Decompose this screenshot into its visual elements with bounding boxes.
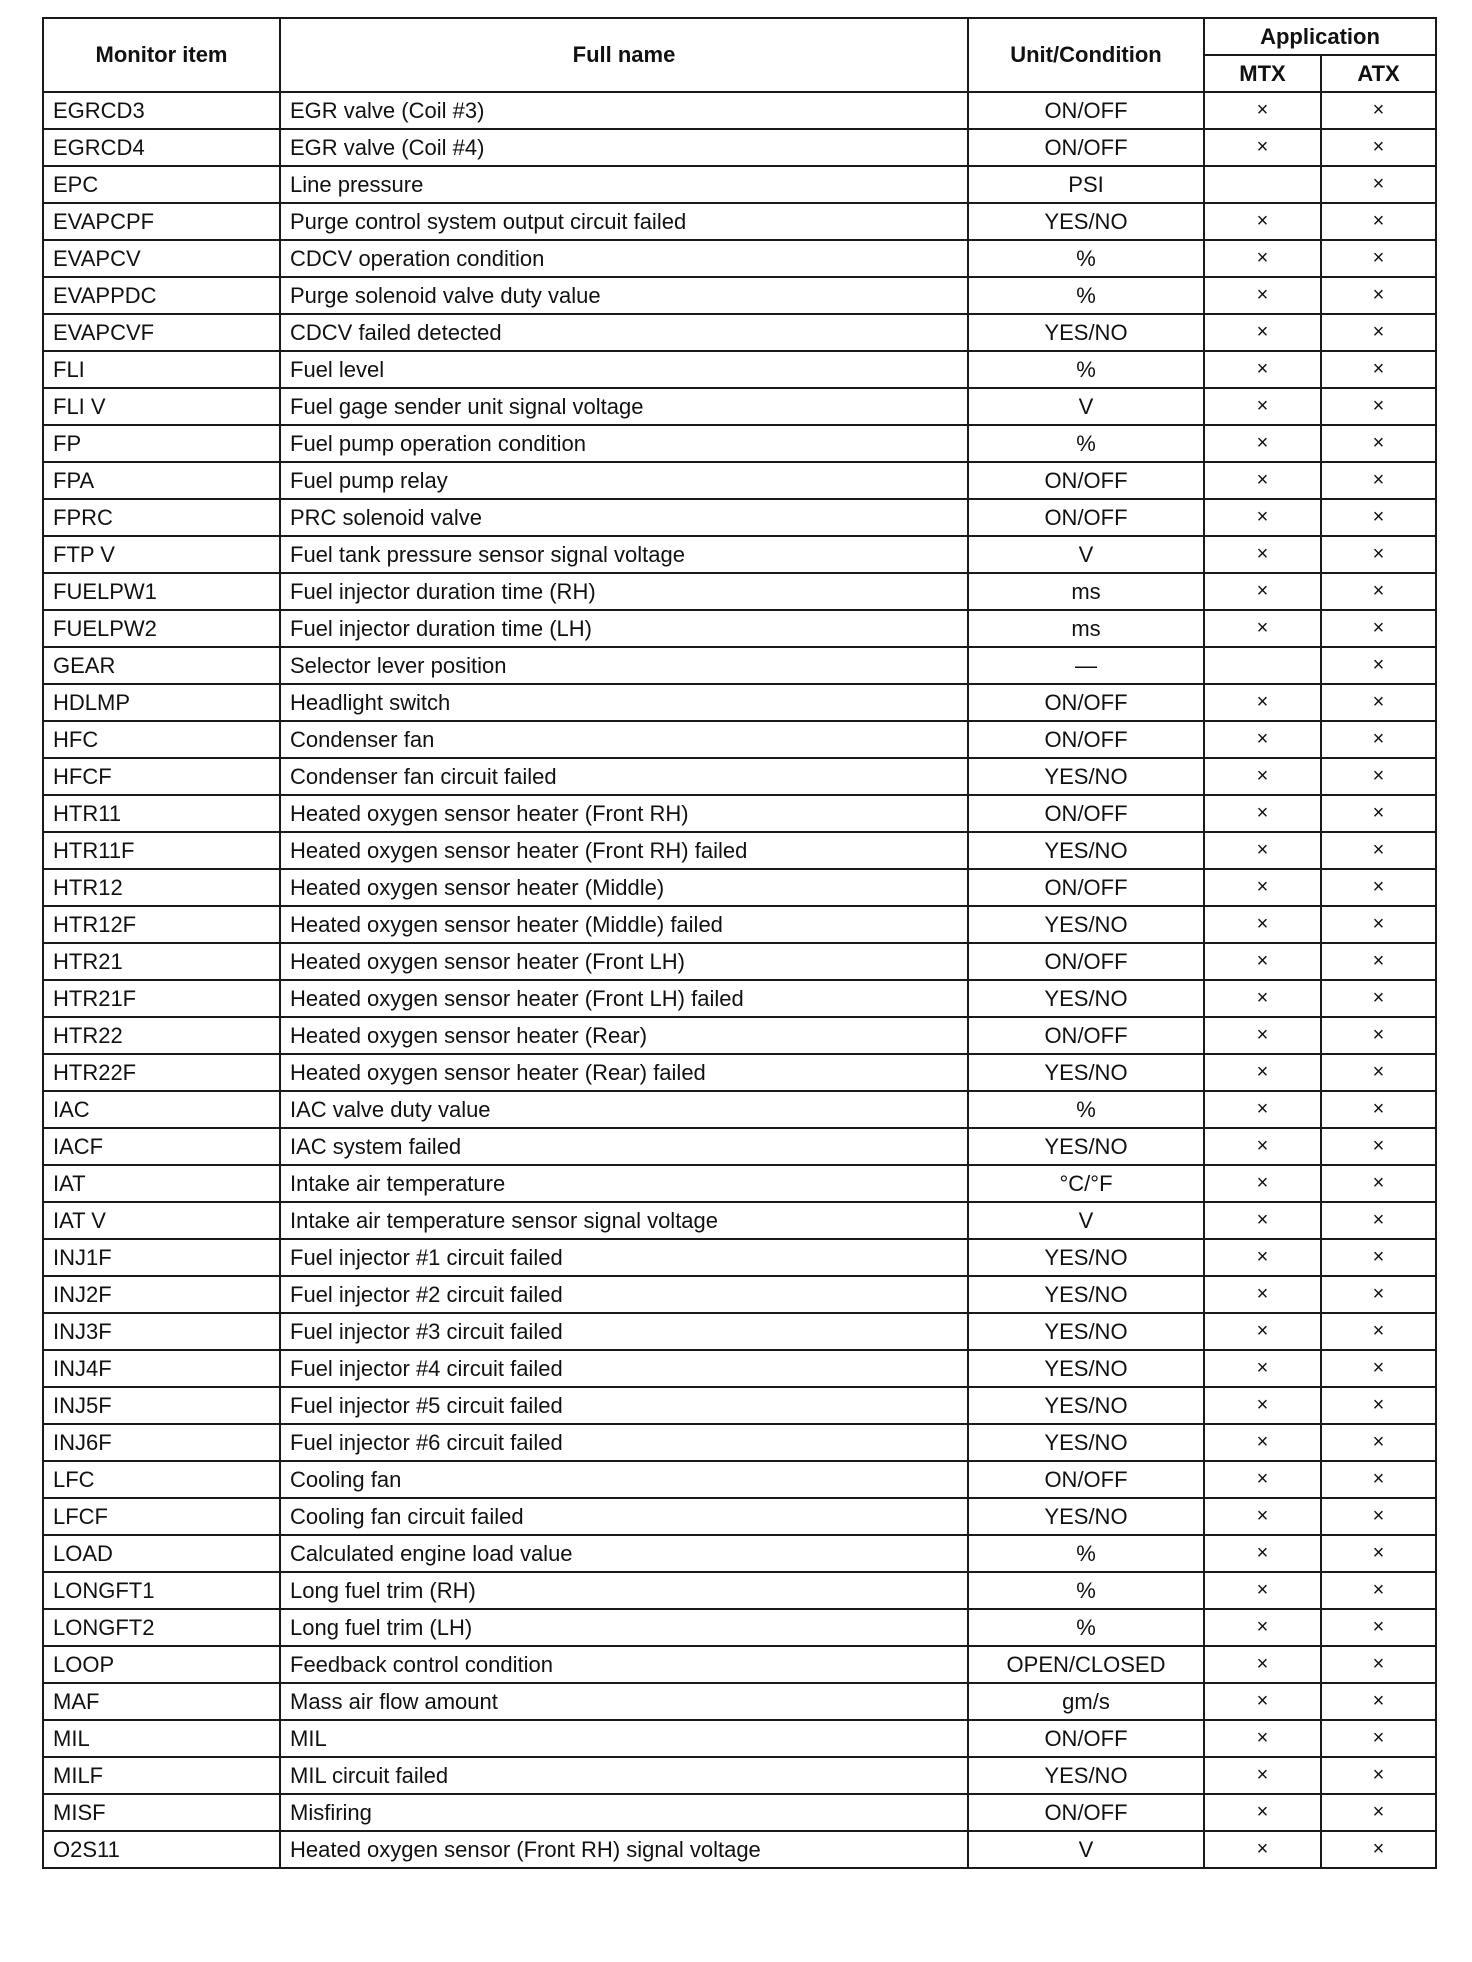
atx-application-cell: ×	[1321, 1646, 1436, 1683]
table-row	[43, 1461, 1436, 1498]
table-row	[43, 980, 1436, 1017]
table-row	[43, 1350, 1436, 1387]
monitor-item-cell: FP	[43, 425, 280, 462]
full-name-cell: Long fuel trim (LH)	[280, 1609, 968, 1646]
header-application: Application	[1204, 18, 1436, 55]
table-row	[43, 1424, 1436, 1461]
unit-condition-cell: V	[968, 1831, 1204, 1868]
table-row	[43, 92, 1436, 129]
atx-application-cell: ×	[1321, 1350, 1436, 1387]
monitor-item-cell: EGRCD4	[43, 129, 280, 166]
full-name-cell: Mass air flow amount	[280, 1683, 968, 1720]
full-name-cell: Purge solenoid valve duty value	[280, 277, 968, 314]
atx-application-cell: ×	[1321, 129, 1436, 166]
monitor-item-cell: FLI	[43, 351, 280, 388]
table-row	[43, 1757, 1436, 1794]
unit-condition-cell: ms	[968, 573, 1204, 610]
mtx-application-cell: ×	[1204, 1572, 1321, 1609]
full-name-cell: Misfiring	[280, 1794, 968, 1831]
unit-condition-cell: ON/OFF	[968, 684, 1204, 721]
unit-condition-cell: YES/NO	[968, 1757, 1204, 1794]
unit-condition-cell: °C/°F	[968, 1165, 1204, 1202]
mtx-application-cell: ×	[1204, 943, 1321, 980]
unit-condition-cell: OPEN/CLOSED	[968, 1646, 1204, 1683]
monitor-item-cell: IACF	[43, 1128, 280, 1165]
full-name-cell: Heated oxygen sensor heater (Front LH) failed	[280, 980, 968, 1017]
unit-condition-cell: ms	[968, 610, 1204, 647]
monitor-item-cell: EVAPCVF	[43, 314, 280, 351]
monitor-item-cell: O2S11	[43, 1831, 280, 1868]
monitor-item-cell: INJ3F	[43, 1313, 280, 1350]
mtx-application-cell: ×	[1204, 1683, 1321, 1720]
unit-condition-cell: gm/s	[968, 1683, 1204, 1720]
atx-application-cell: ×	[1321, 1128, 1436, 1165]
monitor-item-cell: FPRC	[43, 499, 280, 536]
monitor-item-cell: HTR12F	[43, 906, 280, 943]
atx-application-cell: ×	[1321, 425, 1436, 462]
mtx-application-cell: ×	[1204, 462, 1321, 499]
header-monitor-item: Monitor item	[43, 18, 280, 92]
header-mtx: MTX	[1204, 55, 1321, 92]
monitor-item-cell: HTR21F	[43, 980, 280, 1017]
mtx-application-cell: ×	[1204, 277, 1321, 314]
table-row	[43, 1683, 1436, 1720]
full-name-cell: Long fuel trim (RH)	[280, 1572, 968, 1609]
monitor-item-cell: GEAR	[43, 647, 280, 684]
table-row	[43, 1165, 1436, 1202]
atx-application-cell: ×	[1321, 277, 1436, 314]
table-row	[43, 795, 1436, 832]
mtx-application-cell: ×	[1204, 1424, 1321, 1461]
full-name-cell: Fuel injector #1 circuit failed	[280, 1239, 968, 1276]
atx-application-cell: ×	[1321, 1424, 1436, 1461]
atx-application-cell: ×	[1321, 1831, 1436, 1868]
monitor-item-cell: FLI V	[43, 388, 280, 425]
table-row	[43, 610, 1436, 647]
mtx-application-cell: ×	[1204, 1794, 1321, 1831]
monitor-item-cell: EPC	[43, 166, 280, 203]
unit-condition-cell: YES/NO	[968, 314, 1204, 351]
atx-application-cell: ×	[1321, 1609, 1436, 1646]
full-name-cell: Fuel pump operation condition	[280, 425, 968, 462]
table-row	[43, 388, 1436, 425]
table-row	[43, 684, 1436, 721]
table-row	[43, 1313, 1436, 1350]
monitor-item-cell: HTR22	[43, 1017, 280, 1054]
full-name-cell: Heated oxygen sensor heater (Middle) failed	[280, 906, 968, 943]
mtx-application-cell: ×	[1204, 536, 1321, 573]
table-row	[43, 906, 1436, 943]
unit-condition-cell: YES/NO	[968, 1313, 1204, 1350]
monitor-item-cell: INJ4F	[43, 1350, 280, 1387]
atx-application-cell: ×	[1321, 1498, 1436, 1535]
atx-application-cell: ×	[1321, 647, 1436, 684]
full-name-cell: Heated oxygen sensor heater (Front RH)	[280, 795, 968, 832]
table-row	[43, 647, 1436, 684]
monitor-item-cell: HTR12	[43, 869, 280, 906]
monitor-item-cell: FUELPW2	[43, 610, 280, 647]
atx-application-cell: ×	[1321, 166, 1436, 203]
monitor-item-cell: INJ6F	[43, 1424, 280, 1461]
table-row	[43, 425, 1436, 462]
table-row	[43, 314, 1436, 351]
header-unit-condition: Unit/Condition	[968, 18, 1204, 92]
monitor-item-cell: INJ2F	[43, 1276, 280, 1313]
unit-condition-cell: YES/NO	[968, 832, 1204, 869]
atx-application-cell: ×	[1321, 721, 1436, 758]
monitor-item-cell: HDLMP	[43, 684, 280, 721]
unit-condition-cell: ON/OFF	[968, 1794, 1204, 1831]
full-name-cell: IAC valve duty value	[280, 1091, 968, 1128]
unit-condition-cell: YES/NO	[968, 1276, 1204, 1313]
table-row	[43, 1535, 1436, 1572]
monitor-item-cell: LONGFT1	[43, 1572, 280, 1609]
table-row	[43, 869, 1436, 906]
table-row	[43, 1054, 1436, 1091]
table-row	[43, 499, 1436, 536]
monitor-item-cell: LFCF	[43, 1498, 280, 1535]
unit-condition-cell: ON/OFF	[968, 869, 1204, 906]
table-row	[43, 1017, 1436, 1054]
table-row	[43, 129, 1436, 166]
header-full-name: Full name	[280, 18, 968, 92]
unit-condition-cell: PSI	[968, 166, 1204, 203]
mtx-application-cell	[1204, 647, 1321, 684]
header-atx: ATX	[1321, 55, 1436, 92]
monitor-item-cell: MAF	[43, 1683, 280, 1720]
full-name-cell: Heated oxygen sensor heater (Rear)	[280, 1017, 968, 1054]
mtx-application-cell: ×	[1204, 980, 1321, 1017]
table-row	[43, 351, 1436, 388]
mtx-application-cell: ×	[1204, 1461, 1321, 1498]
monitor-item-cell: LOOP	[43, 1646, 280, 1683]
atx-application-cell: ×	[1321, 203, 1436, 240]
table-row	[43, 1794, 1436, 1831]
unit-condition-cell: %	[968, 1609, 1204, 1646]
full-name-cell: Heated oxygen sensor heater (Front LH)	[280, 943, 968, 980]
atx-application-cell: ×	[1321, 351, 1436, 388]
full-name-cell: Heated oxygen sensor heater (Middle)	[280, 869, 968, 906]
table-row	[43, 240, 1436, 277]
monitor-item-cell: EVAPCV	[43, 240, 280, 277]
table-row	[43, 203, 1436, 240]
atx-application-cell: ×	[1321, 92, 1436, 129]
mtx-application-cell: ×	[1204, 832, 1321, 869]
table-row	[43, 1276, 1436, 1313]
full-name-cell: Cooling fan circuit failed	[280, 1498, 968, 1535]
unit-condition-cell: ON/OFF	[968, 721, 1204, 758]
mtx-application-cell: ×	[1204, 684, 1321, 721]
unit-condition-cell: %	[968, 1091, 1204, 1128]
full-name-cell: Fuel injector #2 circuit failed	[280, 1276, 968, 1313]
full-name-cell: Feedback control condition	[280, 1646, 968, 1683]
table-row	[43, 1646, 1436, 1683]
full-name-cell: Fuel pump relay	[280, 462, 968, 499]
unit-condition-cell: ON/OFF	[968, 795, 1204, 832]
full-name-cell: Heated oxygen sensor heater (Rear) failed	[280, 1054, 968, 1091]
monitor-item-cell: IAT V	[43, 1202, 280, 1239]
table-row	[43, 1128, 1436, 1165]
mtx-application-cell: ×	[1204, 1646, 1321, 1683]
table-row	[43, 758, 1436, 795]
full-name-cell: Heated oxygen sensor (Front RH) signal voltage	[280, 1831, 968, 1868]
mtx-application-cell: ×	[1204, 1128, 1321, 1165]
unit-condition-cell: ON/OFF	[968, 129, 1204, 166]
atx-application-cell: ×	[1321, 1202, 1436, 1239]
atx-application-cell: ×	[1321, 1313, 1436, 1350]
atx-application-cell: ×	[1321, 240, 1436, 277]
unit-condition-cell: YES/NO	[968, 1424, 1204, 1461]
monitor-item-cell: HTR21	[43, 943, 280, 980]
table-row	[43, 166, 1436, 203]
table-row	[43, 1572, 1436, 1609]
monitor-item-cell: LONGFT2	[43, 1609, 280, 1646]
monitor-item-cell: HTR11	[43, 795, 280, 832]
atx-application-cell: ×	[1321, 1720, 1436, 1757]
table-row	[43, 1831, 1436, 1868]
full-name-cell: Fuel gage sender unit signal voltage	[280, 388, 968, 425]
mtx-application-cell: ×	[1204, 1609, 1321, 1646]
table-row	[43, 832, 1436, 869]
unit-condition-cell: YES/NO	[968, 1387, 1204, 1424]
full-name-cell: EGR valve (Coil #3)	[280, 92, 968, 129]
atx-application-cell: ×	[1321, 388, 1436, 425]
mtx-application-cell: ×	[1204, 1017, 1321, 1054]
mtx-application-cell: ×	[1204, 1387, 1321, 1424]
mtx-application-cell: ×	[1204, 92, 1321, 129]
full-name-cell: Intake air temperature sensor signal voltage	[280, 1202, 968, 1239]
table-body	[43, 92, 1436, 1868]
atx-application-cell: ×	[1321, 832, 1436, 869]
unit-condition-cell: YES/NO	[968, 1128, 1204, 1165]
mtx-application-cell: ×	[1204, 573, 1321, 610]
full-name-cell: Condenser fan circuit failed	[280, 758, 968, 795]
atx-application-cell: ×	[1321, 684, 1436, 721]
full-name-cell: CDCV operation condition	[280, 240, 968, 277]
unit-condition-cell: %	[968, 277, 1204, 314]
full-name-cell: IAC system failed	[280, 1128, 968, 1165]
unit-condition-cell: YES/NO	[968, 758, 1204, 795]
full-name-cell: PRC solenoid valve	[280, 499, 968, 536]
full-name-cell: Cooling fan	[280, 1461, 968, 1498]
full-name-cell: Fuel injector duration time (RH)	[280, 573, 968, 610]
mtx-application-cell: ×	[1204, 1276, 1321, 1313]
unit-condition-cell: %	[968, 351, 1204, 388]
table-row	[43, 462, 1436, 499]
mtx-application-cell: ×	[1204, 869, 1321, 906]
monitor-item-table	[42, 17, 1437, 1869]
mtx-application-cell: ×	[1204, 610, 1321, 647]
monitor-item-cell: LFC	[43, 1461, 280, 1498]
atx-application-cell: ×	[1321, 1091, 1436, 1128]
mtx-application-cell: ×	[1204, 1165, 1321, 1202]
unit-condition-cell: V	[968, 536, 1204, 573]
full-name-cell: Selector lever position	[280, 647, 968, 684]
atx-application-cell: ×	[1321, 1572, 1436, 1609]
table-row	[43, 277, 1436, 314]
mtx-application-cell: ×	[1204, 1239, 1321, 1276]
mtx-application-cell: ×	[1204, 1720, 1321, 1757]
atx-application-cell: ×	[1321, 758, 1436, 795]
atx-application-cell: ×	[1321, 1757, 1436, 1794]
unit-condition-cell: %	[968, 240, 1204, 277]
monitor-item-cell: FPA	[43, 462, 280, 499]
monitor-item-cell: HFCF	[43, 758, 280, 795]
atx-application-cell: ×	[1321, 1165, 1436, 1202]
full-name-cell: Heated oxygen sensor heater (Front RH) failed	[280, 832, 968, 869]
monitor-item-cell: EVAPPDC	[43, 277, 280, 314]
table-row	[43, 721, 1436, 758]
monitor-item-cell: EVAPCPF	[43, 203, 280, 240]
table-row	[43, 1609, 1436, 1646]
atx-application-cell: ×	[1321, 1794, 1436, 1831]
atx-application-cell: ×	[1321, 980, 1436, 1017]
unit-condition-cell: YES/NO	[968, 1054, 1204, 1091]
full-name-cell: MIL circuit failed	[280, 1757, 968, 1794]
full-name-cell: Fuel injector #5 circuit failed	[280, 1387, 968, 1424]
mtx-application-cell: ×	[1204, 425, 1321, 462]
mtx-application-cell: ×	[1204, 499, 1321, 536]
table-row	[43, 1720, 1436, 1757]
mtx-application-cell: ×	[1204, 203, 1321, 240]
mtx-application-cell: ×	[1204, 721, 1321, 758]
mtx-application-cell: ×	[1204, 1054, 1321, 1091]
unit-condition-cell: —	[968, 647, 1204, 684]
unit-condition-cell: V	[968, 388, 1204, 425]
unit-condition-cell: ON/OFF	[968, 1461, 1204, 1498]
atx-application-cell: ×	[1321, 1017, 1436, 1054]
mtx-application-cell	[1204, 166, 1321, 203]
unit-condition-cell: ON/OFF	[968, 92, 1204, 129]
monitor-item-cell: IAT	[43, 1165, 280, 1202]
atx-application-cell: ×	[1321, 536, 1436, 573]
atx-application-cell: ×	[1321, 1535, 1436, 1572]
monitor-item-cell: LOAD	[43, 1535, 280, 1572]
full-name-cell: CDCV failed detected	[280, 314, 968, 351]
atx-application-cell: ×	[1321, 795, 1436, 832]
mtx-application-cell: ×	[1204, 1757, 1321, 1794]
unit-condition-cell: ON/OFF	[968, 462, 1204, 499]
full-name-cell: Fuel level	[280, 351, 968, 388]
full-name-cell: MIL	[280, 1720, 968, 1757]
mtx-application-cell: ×	[1204, 758, 1321, 795]
atx-application-cell: ×	[1321, 1387, 1436, 1424]
full-name-cell: Fuel injector #3 circuit failed	[280, 1313, 968, 1350]
table-row	[43, 1387, 1436, 1424]
monitor-item-cell: HTR22F	[43, 1054, 280, 1091]
mtx-application-cell: ×	[1204, 1498, 1321, 1535]
mtx-application-cell: ×	[1204, 1350, 1321, 1387]
mtx-application-cell: ×	[1204, 1202, 1321, 1239]
monitor-item-cell: MISF	[43, 1794, 280, 1831]
atx-application-cell: ×	[1321, 1054, 1436, 1091]
mtx-application-cell: ×	[1204, 314, 1321, 351]
table-row	[43, 1091, 1436, 1128]
table-row	[43, 573, 1436, 610]
full-name-cell: Purge control system output circuit failed	[280, 203, 968, 240]
unit-condition-cell: YES/NO	[968, 1239, 1204, 1276]
atx-application-cell: ×	[1321, 906, 1436, 943]
mtx-application-cell: ×	[1204, 351, 1321, 388]
full-name-cell: Fuel injector #6 circuit failed	[280, 1424, 968, 1461]
full-name-cell: Condenser fan	[280, 721, 968, 758]
monitor-item-cell: HTR11F	[43, 832, 280, 869]
unit-condition-cell: ON/OFF	[968, 499, 1204, 536]
unit-condition-cell: %	[968, 425, 1204, 462]
monitor-item-cell: MILF	[43, 1757, 280, 1794]
mtx-application-cell: ×	[1204, 129, 1321, 166]
mtx-application-cell: ×	[1204, 1313, 1321, 1350]
monitor-item-cell: INJ5F	[43, 1387, 280, 1424]
monitor-item-cell: EGRCD3	[43, 92, 280, 129]
atx-application-cell: ×	[1321, 1276, 1436, 1313]
atx-application-cell: ×	[1321, 462, 1436, 499]
full-name-cell: Calculated engine load value	[280, 1535, 968, 1572]
full-name-cell: Intake air temperature	[280, 1165, 968, 1202]
table-row	[43, 1498, 1436, 1535]
full-name-cell: Fuel injector duration time (LH)	[280, 610, 968, 647]
mtx-application-cell: ×	[1204, 1091, 1321, 1128]
atx-application-cell: ×	[1321, 943, 1436, 980]
table-row	[43, 1202, 1436, 1239]
unit-condition-cell: YES/NO	[968, 1350, 1204, 1387]
table-row	[43, 943, 1436, 980]
monitor-item-cell: HFC	[43, 721, 280, 758]
mtx-application-cell: ×	[1204, 1535, 1321, 1572]
atx-application-cell: ×	[1321, 314, 1436, 351]
full-name-cell: Headlight switch	[280, 684, 968, 721]
unit-condition-cell: %	[968, 1572, 1204, 1609]
unit-condition-cell: %	[968, 1535, 1204, 1572]
mtx-application-cell: ×	[1204, 795, 1321, 832]
atx-application-cell: ×	[1321, 1239, 1436, 1276]
table-row	[43, 1239, 1436, 1276]
table-header	[43, 18, 1436, 92]
unit-condition-cell: V	[968, 1202, 1204, 1239]
monitor-item-cell: INJ1F	[43, 1239, 280, 1276]
monitor-item-cell: FUELPW1	[43, 573, 280, 610]
unit-condition-cell: YES/NO	[968, 1498, 1204, 1535]
atx-application-cell: ×	[1321, 573, 1436, 610]
full-name-cell: EGR valve (Coil #4)	[280, 129, 968, 166]
unit-condition-cell: YES/NO	[968, 906, 1204, 943]
unit-condition-cell: ON/OFF	[968, 1017, 1204, 1054]
mtx-application-cell: ×	[1204, 1831, 1321, 1868]
unit-condition-cell: YES/NO	[968, 980, 1204, 1017]
table-row	[43, 536, 1436, 573]
unit-condition-cell: ON/OFF	[968, 1720, 1204, 1757]
atx-application-cell: ×	[1321, 869, 1436, 906]
mtx-application-cell: ×	[1204, 388, 1321, 425]
full-name-cell: Line pressure	[280, 166, 968, 203]
atx-application-cell: ×	[1321, 1461, 1436, 1498]
mtx-application-cell: ×	[1204, 240, 1321, 277]
monitor-item-cell: IAC	[43, 1091, 280, 1128]
unit-condition-cell: YES/NO	[968, 203, 1204, 240]
full-name-cell: Fuel injector #4 circuit failed	[280, 1350, 968, 1387]
monitor-item-cell: MIL	[43, 1720, 280, 1757]
unit-condition-cell: ON/OFF	[968, 943, 1204, 980]
mtx-application-cell: ×	[1204, 906, 1321, 943]
atx-application-cell: ×	[1321, 610, 1436, 647]
atx-application-cell: ×	[1321, 499, 1436, 536]
monitor-item-cell: FTP V	[43, 536, 280, 573]
full-name-cell: Fuel tank pressure sensor signal voltage	[280, 536, 968, 573]
atx-application-cell: ×	[1321, 1683, 1436, 1720]
